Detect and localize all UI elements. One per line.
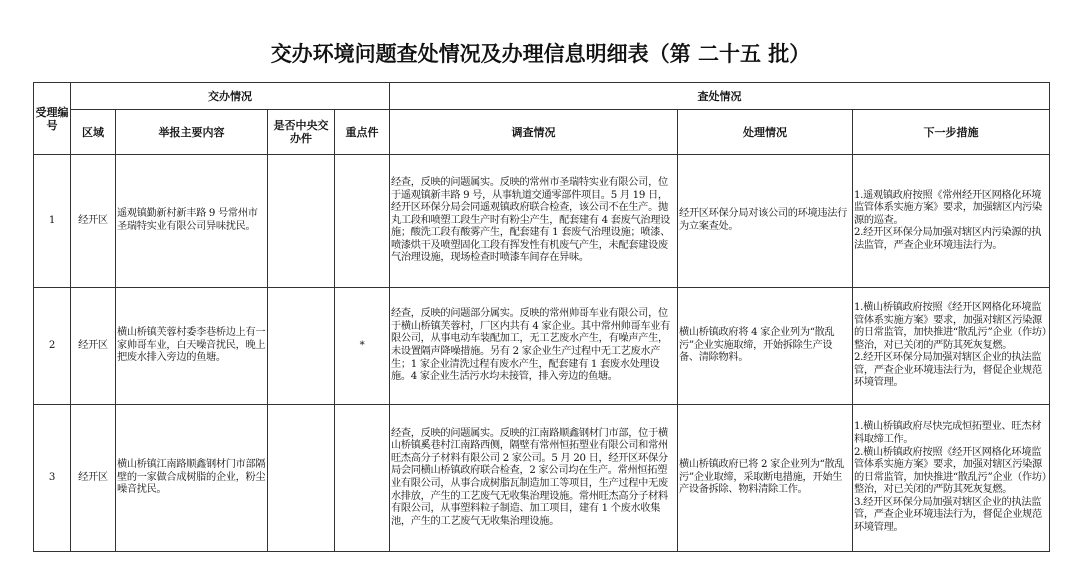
cell-central xyxy=(268,405,335,552)
header-key-case: 重点件 xyxy=(335,110,390,155)
page-title: 交办环境问题查处情况及办理信息明细表（第 二十五 批） xyxy=(270,41,811,66)
header-next-steps: 下一步措施 xyxy=(853,110,1050,155)
cell-content: 遥观镇勤新村新丰路 9 号常州市圣瑞特实业有限公司异味扰民。 xyxy=(116,155,268,288)
next-step-item: 1.遥观镇政府按照《常州经开区网格化环境监管体系实施方案》要求，加强辖区内污染源的巡查。 xyxy=(854,189,1042,226)
detail-table xyxy=(33,82,1050,552)
cell-key xyxy=(335,155,390,288)
header-report-content: 举报主要内容 xyxy=(116,110,268,155)
cell-processing: 横山桥镇政府已将 2 家企业列为“散乱污”企业取缔，采取断电措施，开始生产设备拆除、物料清除工作。 xyxy=(678,405,853,552)
next-step-item: 3.经开区环保分局加强对辖区企业的执法监管，严查企业环境违法行为，督促企业规范环境管理。 xyxy=(854,496,1042,534)
cell-investigation: 经查，反映的问题属实。反映的江南路顺鑫钢材门市部，位于横山桥镇奚巷村江南路西侧，隔壁有常州恒拓塑业有限公司和常州旺杰高分子材料有限公司 2 家公司。5 月 20 日，经开区环保分局会同横山桥镇政府联合检查，2 家公司均在生产。常州恒拓塑业有限公司，从事合成树脂瓦制造加工等项目，生产过程中无废水排放，产生的工艺废气无收集治理设施。常州旺杰高分子材料有限公司，从事塑料粒子制造、加工项目，建有 1 个废水收集池，产生的工艺废气无收集治理设施。 xyxy=(390,405,678,552)
header-region: 区域 xyxy=(71,110,116,155)
next-step-item: 2.经开区环保分局加强对辖区企业的执法监管，严查企业环境违法行为，督促企业规范环境管理。 xyxy=(854,352,1042,389)
cell-next-steps xyxy=(853,155,1050,288)
cell-investigation: 经查，反映的问题属实。反映的常州市圣瑞特实业有限公司，位于遥观镇新丰路 9 号，从事轨道交通零部件项目。5 月 19 日，经开区环保分局会同遥观镇政府联合检查，该公司不在生产。抛丸工段和喷塑工段生产时有粉尘产生，配套建有 4 套废气治理设施；酸洗工段有酸雾产生，配套建有 1 套废气治理设施；喷漆、喷漆烘干及喷塑固化工段有挥发性有机废气产生，未配套建设废气治理设施，现场检查时喷漆车间存在异味。 xyxy=(390,155,678,288)
table-row xyxy=(34,288,1050,405)
header-row-1 xyxy=(34,83,1050,110)
cell-processing: 经开区环保分局对该公司的环境违法行为立案查处。 xyxy=(678,155,853,288)
next-step-item: 1.横山桥镇政府尽快完成恒拓塑业、旺杰材料取缔工作。 xyxy=(854,421,1042,445)
cell-no: 2 xyxy=(34,288,71,405)
cell-region: 经开区 xyxy=(71,405,116,552)
header-row-2 xyxy=(34,110,1050,155)
cell-central xyxy=(268,155,335,288)
header-assigned-group: 交办情况 xyxy=(71,83,390,110)
next-step-item: 2.经开区环保分局加强对辖区内污染源的执法监管，严查企业环境违法行为。 xyxy=(854,227,1042,251)
cell-key xyxy=(335,405,390,552)
next-step-item: 2.横山桥镇政府按照《经开区网格化环境监管体系实施方案》要求，加强对辖区污染源的日常监管，加快推进“散乱污”企业（作坊）整治，对已关闭的严防其死灰复燃。 xyxy=(854,446,1047,496)
table-row xyxy=(34,155,1050,288)
cell-key: * xyxy=(335,288,390,405)
cell-content: 横山桥镇芙蓉村委李巷桥边上有一家帅哥车业，白天噪音扰民，晚上把废水排入旁边的鱼塘。 xyxy=(116,288,268,405)
cell-no: 1 xyxy=(34,155,71,288)
next-step-item: 1.横山桥镇政府按照《经开区网格化环境监管体系实施方案》要求，加强对辖区污染源的日常监管，加快推进“散乱污”企业（作坊）整治，对已关闭的严防其死灰复燃。 xyxy=(854,301,1047,351)
header-investigation: 调查情况 xyxy=(390,110,678,155)
table-row xyxy=(34,405,1050,552)
cell-no: 3 xyxy=(34,405,71,552)
cell-central xyxy=(268,288,335,405)
cell-content: 横山桥镇江南路顺鑫钢材门市部隔壁的一家做合成树脂的企业，粉尘噪音扰民。 xyxy=(116,405,268,552)
cell-region: 经开区 xyxy=(71,288,116,405)
cell-next-steps xyxy=(853,288,1050,405)
cell-processing: 横山桥镇政府将 4 家企业列为“散乱污”企业实施取缔，开始拆除生产设备、清除物料。 xyxy=(678,288,853,405)
header-processing: 处理情况 xyxy=(678,110,853,155)
header-receipt-no: 受理编号 xyxy=(34,83,71,155)
cell-next-steps xyxy=(853,405,1050,552)
cell-region: 经开区 xyxy=(71,155,116,288)
header-handling-group: 查处情况 xyxy=(390,83,1050,110)
cell-investigation: 经查，反映的问题部分属实。反映的常州帅哥车业有限公司，位于横山桥镇芙蓉村，厂区内共有 4 家企业。其中常州帅哥车业有限公司，从事电动车装配加工，无工艺废水产生，有噪声产生，未设置隔声降噪措施。另有 2 家企业生产过程中无工艺废水产生；1 家企业清洗过程有废水产生，配套建有 1 套废水处理设施。4 家企业生活污水均未接管，排入旁边的鱼塘。 xyxy=(390,288,678,405)
header-central-assigned: 是否中央交办件 xyxy=(268,110,335,155)
